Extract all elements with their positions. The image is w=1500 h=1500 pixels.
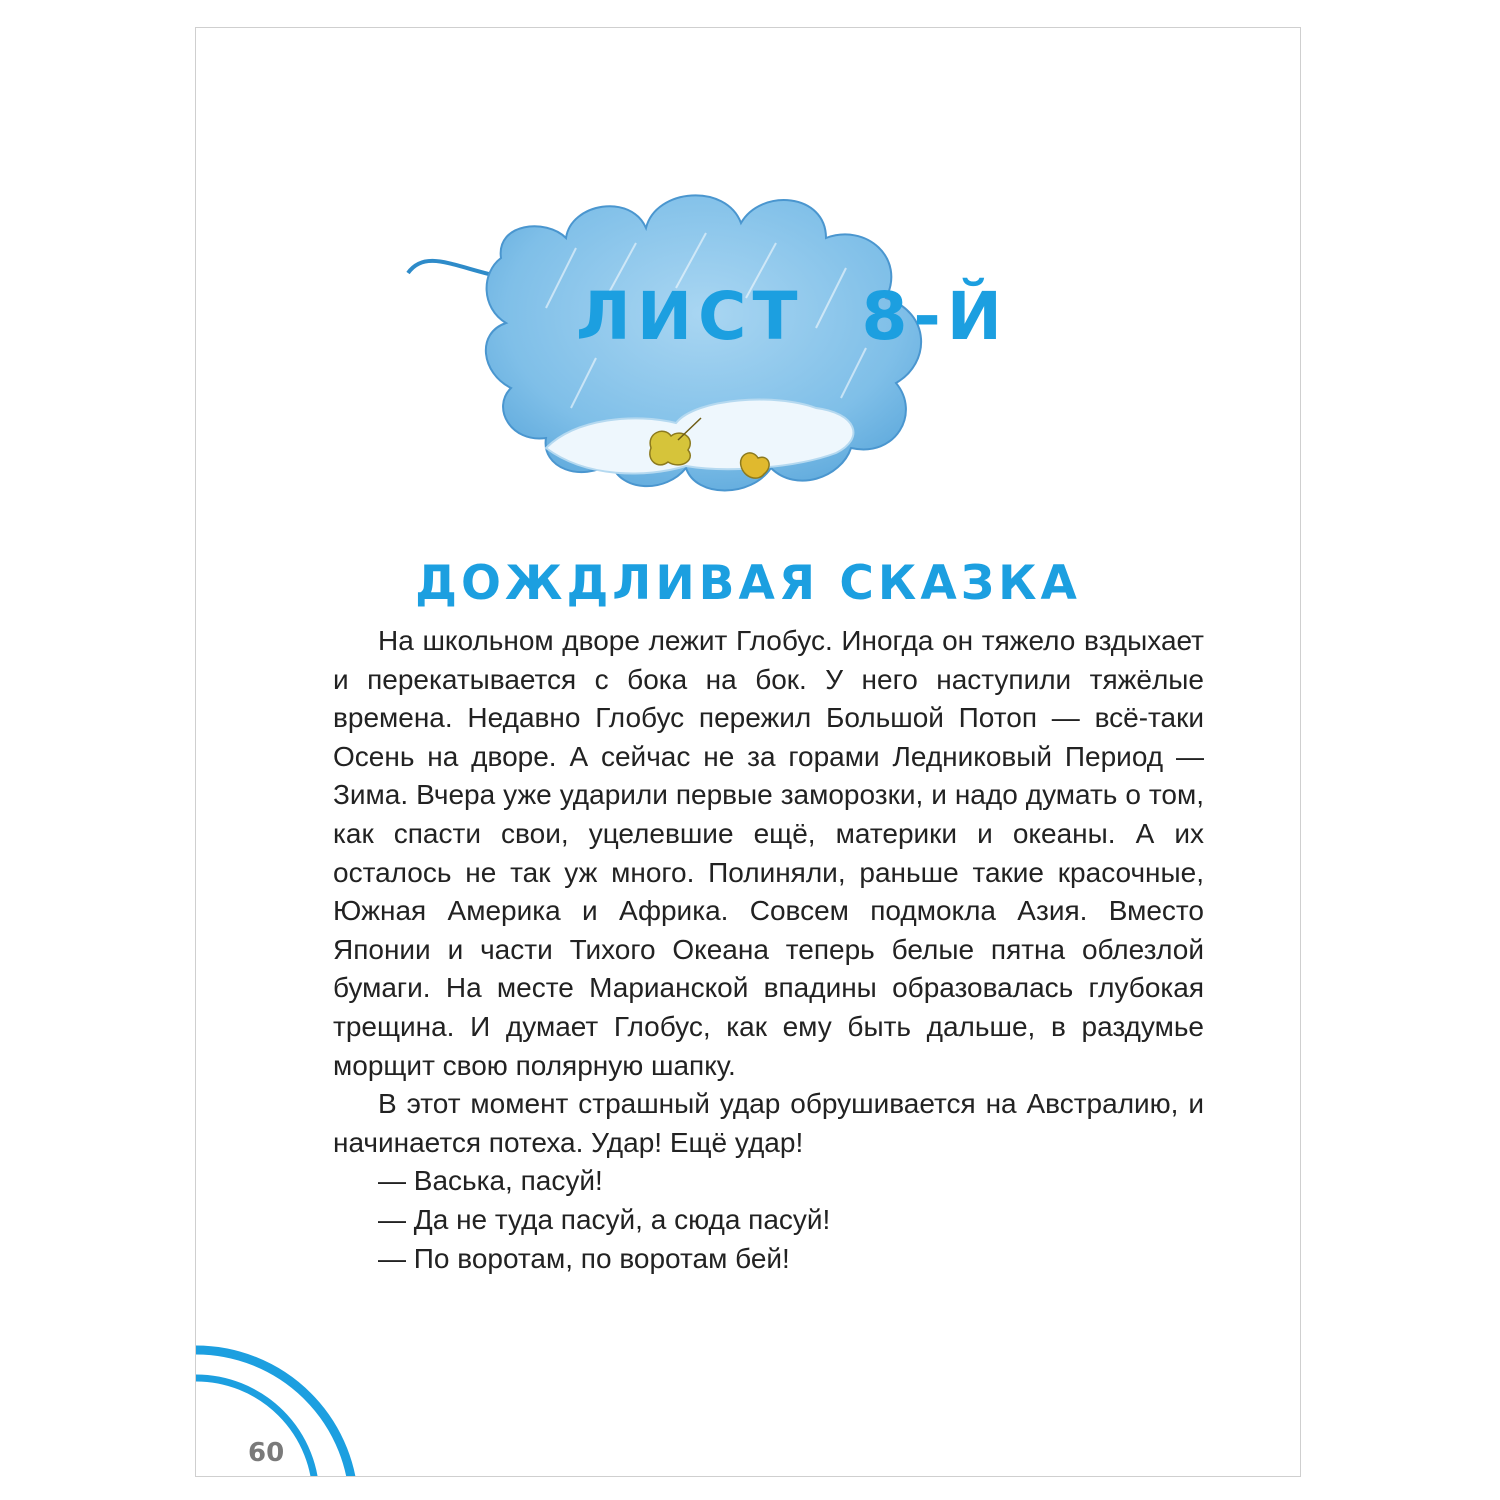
book-page — [195, 27, 1301, 1477]
leaf-chapter-title: ЛИСТ 8-Й — [576, 278, 1009, 355]
paragraph: В этот момент страшный удар обрушивается на Австралию, и начинается потеха. Удар! Ещё удар! — [333, 1088, 1204, 1158]
page-number: 60 — [248, 1438, 285, 1468]
dialog-line: — По воротам, по воротам бей! — [378, 1242, 790, 1274]
dialog-line: — Васька, пасуй! — [378, 1165, 603, 1197]
paragraph: На школьном дворе лежит Глобус. Иногда он тяжело вздыхает и перекатывается с бока на бок. У него наступили тяжёлые времена. Недавно Глобус пережил Большой Потоп — всё-таки Осень на дворе. А сейчас не за горами Ледниковый Период — Зима. Вчера уже ударили первые заморозки, и надо думать о том, как спасти свои, уцелевшие ещё, материки и океаны. А их осталось не так уж много. Полиняли, раньше такие красочные, Южная Америка и Африка. Совсем подмокла Азия. Вместо Японии и части Тихого Океана теперь белые пятна облезлой бумаги. На месте Марианской впадины образовалась глубокая трещина. И думает Глобус, как ему быть дальше, в раздумье морщит свою полярную шапку. — [333, 625, 1204, 1081]
story-body — [333, 622, 1204, 1278]
oak-leaf-illustration — [396, 148, 1009, 508]
story-title: ДОЖДЛИВАЯ СКАЗКА — [415, 556, 1081, 611]
dialog-line: — Да не туда пасуй, а сюда пасуй! — [378, 1203, 831, 1235]
